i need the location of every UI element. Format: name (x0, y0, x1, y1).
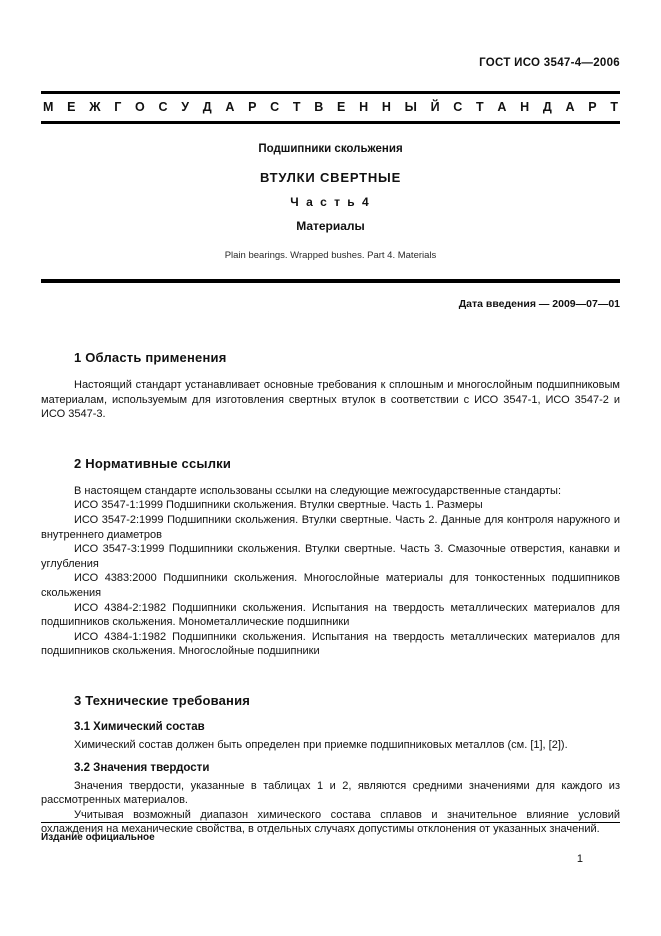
title-block (41, 143, 620, 261)
interstate-standard-banner: М Е Ж Г О С У Д А Р С Т В Е Н Н Ы Й С Т А Н Д А Р Т (41, 91, 620, 124)
standard-part: Ч а с т ь 4 (290, 195, 371, 209)
section-1-heading: 1 Область применения (74, 350, 227, 365)
normative-reference: ИСО 3547-3:1999 Подшипники скольжения. Втулки свертные. Часть 3. Смазочные отверстия, канавки и углубления (41, 543, 620, 570)
section-3-1-heading: 3.1 Химический состав (74, 720, 205, 733)
section-2-heading: 2 Нормативные ссылки (74, 455, 232, 471)
section-3-1-paragraph: Химический состав должен быть определен при приемке подшипниковых металлов (см. [1], [2]). (74, 738, 568, 751)
normative-reference: ИСО 4384-2:1982 Подшипники скольжения. Испытания на твердость металлических материалов для подшипников скольжения. Монометаллические подшипники (41, 601, 620, 629)
normative-reference: ИСО 3547-1:1999 Подшипники скольжения. Втулки свертные. Часть 1. Размеры (74, 499, 483, 512)
section-2-intro: В настоящем стандарте использованы ссылки на следующие межгосударственные стандарты: (74, 484, 562, 497)
effective-date: Дата введения — 2009—07—01 (458, 298, 620, 310)
section-3-heading: 3 Технические требования (74, 692, 251, 708)
section-1-paragraph: Настоящий стандарт устанавливает основные требования к сплошным и многослойным подшипниковым материалам, используемым для изготовления свертных втулок в соответствии с ИСО 3547-1, ИСО 3547-2 и ИСО 3547-3. (41, 379, 620, 421)
section-3-2-paragraph: Значения твердости, указанные в таблицах 1 и 2, являются средними значениями для каждого из рассмотренных материалов. (41, 779, 620, 807)
standard-group-title: Подшипники скольжения (258, 143, 403, 155)
normative-reference: ИСО 3547-2:1999 Подшипники скольжения. Втулки свертные. Часть 2. Данные для контроля наружного и внутреннего диаметров (41, 513, 620, 541)
standard-main-title: ВТУЛКИ СВЕРТНЫЕ (259, 170, 402, 185)
doc-number: ГОСТ ИСО 3547-4—2006 (479, 57, 620, 69)
normative-reference: ИСО 4384-1:1982 Подшипники скольжения. Испытания на твердость металлических материалов для подшипников скольжения. Многослойные подшипники (41, 630, 620, 658)
page-number: 1 (576, 853, 583, 865)
normative-reference: ИСО 4383:2000 Подшипники скольжения. Многослойные материалы для тонкостенных подшипников скольжения (41, 572, 620, 599)
official-edition-label: Издание официальное (41, 832, 155, 843)
standard-subtitle: Материалы (296, 219, 365, 233)
divider-thick (41, 279, 620, 283)
section-3-2-paragraph: Учитывая возможный диапазон химического состава сплавов и значительное влияние условий охлаждения на механические свойства, в отдельных случаях допустимы отклонения от указанных значений. (41, 808, 620, 836)
section-3-2-heading: 3.2 Значения твердости (74, 761, 210, 774)
standard-title-english: Plain bearings. Wrapped bushes. Part 4. Materials (224, 250, 437, 261)
footer-divider (41, 822, 620, 823)
